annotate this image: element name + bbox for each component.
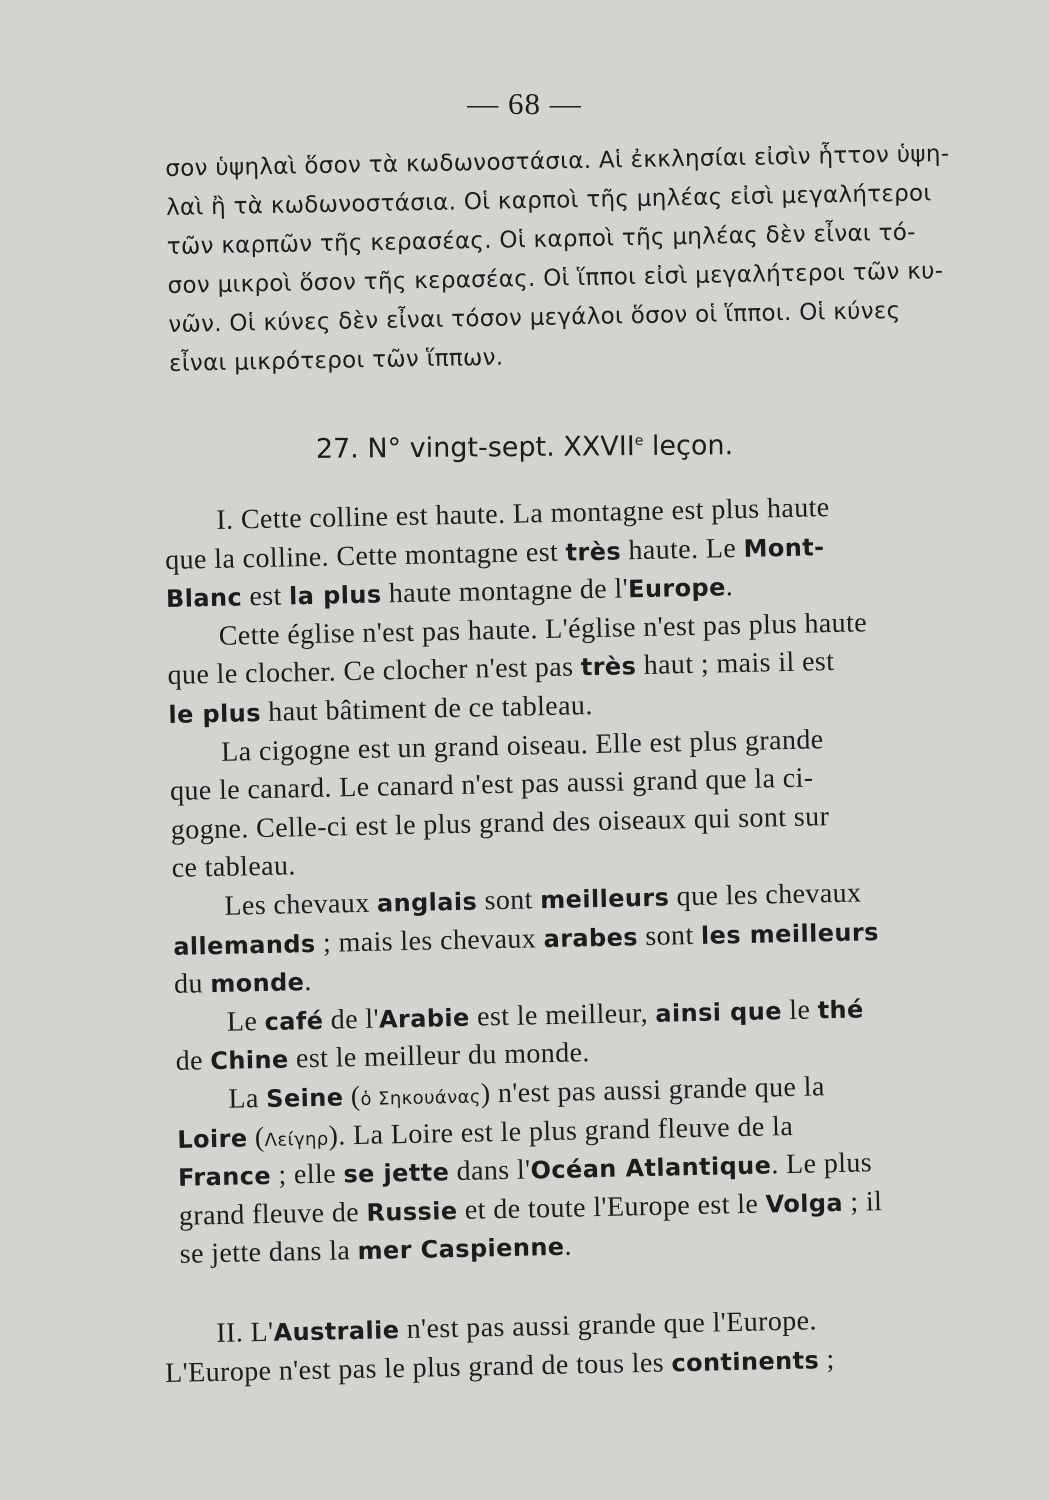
text-span: est le meilleur du monde.	[288, 1037, 591, 1075]
text-span: Australie	[273, 1316, 400, 1347]
text-span: La cigogne est un grand oiseau. Elle est plus grande	[220, 723, 824, 768]
lesson-heading	[0, 427, 1049, 467]
text-span: haut ; mais il est	[635, 646, 835, 682]
lesson-sup: e	[634, 432, 644, 450]
text-span: Loire	[177, 1123, 248, 1154]
section-two-text	[164, 1299, 965, 1393]
greek-line: σον μικροὶ ὅσον τῆς κερασέας. Οἱ ἵπποι εἰσὶ μεγαλήτεροι τῶν κυ-	[167, 258, 944, 299]
lesson-roman: XXVII	[563, 431, 635, 463]
text-span: très	[580, 652, 637, 682]
text-span: I. Cette colline est haute. La montagne est plus haute	[216, 492, 830, 536]
text-span: gogne. Celle-ci est le plus grand des oiseaux qui sont sur	[170, 800, 830, 846]
text-span: monde	[209, 968, 305, 999]
text-span: thé	[817, 995, 864, 1025]
text-span: L'Europe n'est pas le plus grand de tous les	[164, 1346, 672, 1389]
lesson-ordinal: vingt-sept.	[409, 431, 555, 465]
text-span: est	[241, 580, 290, 613]
text-span: le	[781, 994, 818, 1026]
text-span: Arabie	[378, 1003, 470, 1034]
text-span: .	[564, 1230, 573, 1263]
greek-line: νῶν. Οἱ κύνες δὲν εἶναι τόσον μεγάλοι ὅσον οἱ ἵπποι. Οἱ κύνες	[168, 297, 901, 338]
text-span: Mont-	[743, 532, 825, 563]
text-span: Europe	[627, 573, 727, 604]
text-span: la plus	[288, 580, 382, 611]
text-span: haut bâtiment de ce tableau.	[260, 690, 594, 728]
lesson-no: N°	[367, 433, 402, 465]
text-span: Le	[226, 1005, 265, 1038]
text-span: arabes	[543, 922, 639, 953]
text-span: du	[173, 968, 211, 1001]
text-span: Blanc	[165, 583, 243, 614]
text-span: que la colline. Cette montagne est	[164, 536, 566, 576]
text-span: et de toute l'Europe est le	[457, 1188, 766, 1226]
text-span: se jette	[343, 1158, 450, 1189]
text-span: les meilleurs	[700, 917, 880, 950]
text-span: Chine	[210, 1045, 289, 1076]
text-span: France	[177, 1162, 272, 1192]
text-span: Volga	[765, 1188, 844, 1219]
text-span: (	[343, 1080, 361, 1113]
text-span: de	[175, 1045, 211, 1078]
text-span: ; mais les chevaux	[315, 922, 544, 959]
text-span: est le meilleur,	[469, 997, 656, 1033]
greek-line: σον ὑψηλαὶ ὅσον τὰ κωδωνοστάσια. Αἱ ἐκκλησίαι εἰσὶν ἧττον ὑψη-	[165, 140, 950, 182]
text-span: .	[303, 966, 313, 998]
text-span: ὁ Σηκουάνας	[360, 1086, 482, 1110]
greek-paragraph	[165, 135, 969, 384]
text-span: grand fleuve de	[178, 1196, 367, 1232]
text-span: ;	[818, 1343, 836, 1375]
text-span: continents	[671, 1345, 820, 1377]
lesson-word: leçon.	[651, 430, 734, 462]
text-span: ). La Loire est le plus grand fleuve de la	[328, 1110, 794, 1152]
text-span: de l'	[323, 1003, 380, 1036]
text-span: Seine	[265, 1083, 344, 1113]
text-span: (	[247, 1121, 265, 1153]
text-span: . Le plus	[770, 1147, 873, 1181]
text-span: allemands	[172, 929, 316, 961]
text-span: Russie	[366, 1196, 458, 1227]
text-span: ; elle	[270, 1158, 344, 1191]
greek-line: λαὶ ἢ τὰ κωδωνοστάσια. Οἱ καρποὶ τῆς μηλέας εἰσὶ μεγαλήτεροι	[165, 180, 932, 221]
text-span: très	[565, 537, 622, 567]
page-number: — 68 —	[467, 86, 582, 121]
text-span: haute. Le	[620, 532, 744, 567]
text-span: .	[725, 571, 734, 603]
greek-line: τῶν καρπῶν τῆς κερασέας. Οἱ καρποὶ τῆς μηλέας δὲν εἶναι τό-	[166, 219, 916, 260]
text-span: que le clocher. Ce clocher n'est pas	[167, 651, 582, 692]
text-span: haute montagne de l'	[381, 573, 629, 610]
text-span: sont	[476, 884, 541, 917]
greek-line: εἶναι μικρότεροι τῶν ἵππων.	[168, 344, 504, 377]
text-span: ; il	[842, 1185, 883, 1218]
text-span: sont	[637, 919, 702, 952]
section-one-text	[164, 486, 980, 1274]
text-span: II. L'	[216, 1316, 274, 1349]
text-span: Cette église n'est pas haute. L'église n'est pas plus haute	[218, 607, 868, 652]
text-span: ) n'est pas aussi grande que la	[480, 1071, 826, 1110]
text-span: se jette dans la	[179, 1235, 358, 1271]
text-span: anglais	[376, 887, 478, 918]
text-span: ainsi que	[655, 996, 783, 1028]
text-span: Océan Atlantique	[530, 1151, 772, 1185]
text-span: La	[228, 1082, 267, 1115]
text-span: meilleurs	[539, 883, 670, 915]
text-span: ce tableau.	[171, 850, 297, 885]
lesson-number: 27.	[315, 433, 359, 465]
text-span: dans l'	[448, 1154, 531, 1188]
text-span: n'est pas aussi grande que l'Europe.	[398, 1305, 818, 1346]
text-span: que les chevaux	[668, 877, 862, 913]
text-span: Les chevaux	[224, 887, 378, 922]
text-span: café	[264, 1006, 324, 1036]
text-span: Λείγηρ	[264, 1128, 329, 1151]
text-span: que le canard. Le canard n'est pas aussi grand que la ci-	[169, 762, 814, 808]
text-span: le plus	[168, 698, 262, 729]
text-span: mer Caspienne	[357, 1233, 565, 1266]
